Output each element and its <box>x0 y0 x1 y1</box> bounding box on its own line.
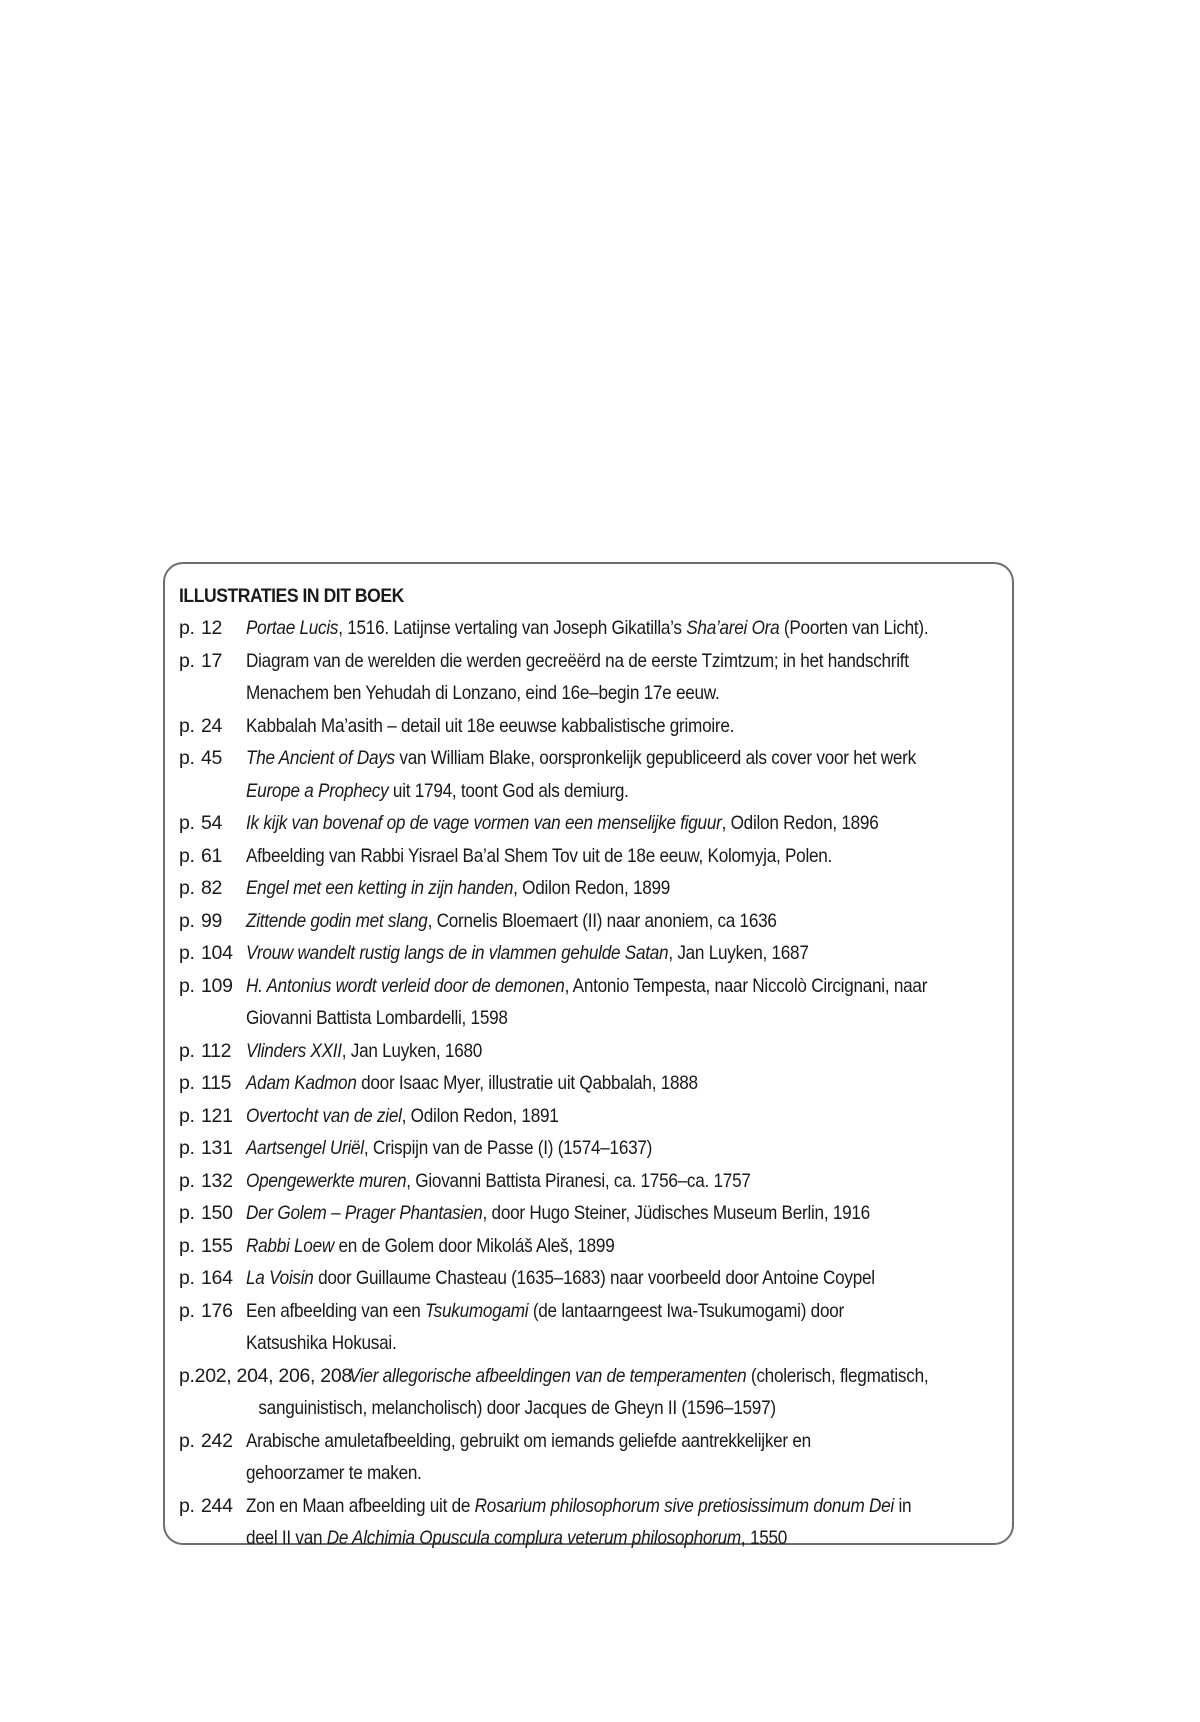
text-run: en de Golem door Mikoláš Aleš, 1899 <box>334 1234 615 1257</box>
title-italic: Europe a Prophecy <box>246 779 389 802</box>
page-reference <box>179 1100 246 1133</box>
page-reference <box>179 1132 246 1165</box>
illustrations-box <box>163 562 1014 1549</box>
section-heading: ILLUSTRATIES IN DIT BOEK <box>179 585 404 607</box>
entry-description <box>246 1165 906 1198</box>
page-prefix: p. <box>179 1169 195 1192</box>
entry-description <box>246 645 909 710</box>
title-italic: Adam Kadmon <box>246 1072 357 1094</box>
page-prefix: p. <box>179 1072 195 1094</box>
page-prefix: p.202, 204, 206, 208 <box>179 1364 352 1387</box>
page-reference <box>179 807 246 840</box>
entry-description <box>246 1295 906 1360</box>
entry-description <box>246 612 928 645</box>
page-number: 104 <box>201 942 233 964</box>
page-prefix: p. <box>179 1202 195 1224</box>
text-run: , 1550 <box>740 1527 788 1549</box>
description-line <box>246 1067 906 1100</box>
entry-description <box>246 970 927 1035</box>
title-italic: Rosarium philosophorum sive pretiosissimum donum Dei <box>474 1494 894 1517</box>
description-line <box>246 840 906 873</box>
description-line <box>246 645 909 678</box>
description-line <box>246 612 928 645</box>
title-italic: Engel met een ketting in zijn handen <box>246 877 514 899</box>
entry-description <box>246 742 916 807</box>
entry-description <box>246 1067 906 1100</box>
description-line <box>246 807 906 840</box>
title-italic: Opengewerkte muren <box>246 1169 407 1192</box>
description-line <box>246 1262 906 1295</box>
text-run: , Jan Luyken, 1680 <box>341 1039 483 1062</box>
list-item <box>179 1035 996 1068</box>
text-run: , Odilon Redon, 1891 <box>401 1104 559 1127</box>
page-reference <box>179 1067 246 1100</box>
description-line <box>246 1197 906 1230</box>
page-number: 82 <box>201 877 223 899</box>
list-item <box>179 1197 996 1230</box>
title-italic: Der Golem – Prager Phantasien <box>246 1202 483 1224</box>
page-reference <box>179 1165 246 1198</box>
list-item <box>179 1165 996 1198</box>
text-run: , Odilon Redon, 1896 <box>721 812 879 834</box>
entry-description <box>246 710 906 743</box>
description-line <box>246 1522 911 1555</box>
text-run: in <box>893 1494 912 1517</box>
title-italic: Aartsengel Uriël <box>246 1137 364 1159</box>
text-run: , Crispijn van de Passe (I) (1574–1637) <box>363 1137 653 1159</box>
title-italic: Tsukumogami <box>425 1299 529 1322</box>
page-reference <box>179 1490 246 1555</box>
description-line <box>246 1490 911 1523</box>
description-line <box>246 872 906 905</box>
list-item <box>179 1230 996 1263</box>
description-line <box>246 775 916 808</box>
page-prefix: p. <box>179 1104 195 1127</box>
page-number: 45 <box>201 747 223 769</box>
entry-description <box>246 1132 906 1165</box>
page-reference <box>179 612 246 645</box>
page-reference <box>179 840 246 873</box>
page-number: 131 <box>201 1137 233 1159</box>
description-line <box>246 742 916 775</box>
page-prefix: p. <box>179 649 195 672</box>
page-prefix: p. <box>179 877 195 899</box>
list-item <box>179 970 996 1035</box>
description-line <box>246 1295 906 1328</box>
page-number: 244 <box>201 1494 233 1517</box>
text-run: sanguinistisch, melancholisch) door Jacques de Gheyn II (1596–1597) <box>258 1397 776 1419</box>
text-run: Katsushika Hokusai. <box>246 1332 397 1354</box>
description-line <box>246 1100 906 1133</box>
list-item <box>179 1425 996 1490</box>
page-prefix: p. <box>179 974 195 997</box>
text-run: (de lantaarngeest Iwa-Tsukumogami) door <box>528 1299 844 1322</box>
entry-description <box>246 1490 911 1555</box>
text-run: , Giovanni Battista Piranesi, ca. 1756–ca. 1757 <box>406 1169 751 1192</box>
title-italic: Vlinders XXII <box>246 1039 342 1062</box>
page-prefix: p. <box>179 1494 195 1517</box>
text-run: , 1516. Latijnse vertaling van Joseph Gikatilla’s <box>338 617 687 639</box>
description-line <box>246 710 906 743</box>
illustrations-list <box>179 612 996 1555</box>
page-prefix: p. <box>179 1429 195 1452</box>
text-run: uit 1794, toont God als demiurg. <box>388 779 629 802</box>
list-item <box>179 872 996 905</box>
page-number: 155 <box>201 1234 233 1257</box>
description-line <box>246 1035 906 1068</box>
text-run: Kabbalah Ma’asith – detail uit 18e eeuwse kabbalistische grimoire. <box>246 714 735 737</box>
text-run: Afbeelding van Rabbi Yisrael Ba’al Shem Tov uit de 18e eeuw, Kolomyja, Polen. <box>246 844 833 867</box>
title-italic: Vier allegorische afbeeldingen van de temperamenten <box>349 1364 747 1387</box>
page-reference <box>179 710 246 743</box>
page-reference <box>179 970 246 1035</box>
page-reference <box>179 645 246 710</box>
list-item <box>179 1295 996 1360</box>
page-number: 176 <box>201 1299 233 1322</box>
page-number: 112 <box>201 1039 232 1062</box>
description-line <box>246 1327 906 1360</box>
title-italic: Sha’arei Ora <box>686 617 780 639</box>
description-line <box>258 1392 928 1425</box>
page-number: 132 <box>201 1169 233 1192</box>
page-prefix: p. <box>179 1234 195 1257</box>
text-run: , Cornelis Bloemaert (II) naar anoniem, ca 1636 <box>427 909 777 932</box>
page-prefix: p. <box>179 812 195 834</box>
description-line <box>246 1230 906 1263</box>
page-number: 17 <box>201 649 223 672</box>
entry-description <box>246 840 906 873</box>
title-italic: H. Antonius wordt verleid door de demonen <box>246 974 565 997</box>
page-reference <box>179 872 246 905</box>
page-number: 24 <box>201 714 223 737</box>
description-line <box>246 677 909 710</box>
text-run: gehoorzamer te maken. <box>246 1462 422 1484</box>
text-run: , Antonio Tempesta, naar Niccolò Circignani, naar <box>564 974 928 997</box>
list-item <box>179 807 996 840</box>
page-prefix: p. <box>179 1137 195 1159</box>
title-italic: De Alchimia Opuscula complura veterum philosophorum <box>326 1527 741 1549</box>
text-run: door Guillaume Chasteau (1635–1683) naar voorbeeld door Antoine Coypel <box>313 1267 875 1289</box>
page-prefix: p. <box>179 844 195 867</box>
page-prefix: p. <box>179 1299 195 1322</box>
page-prefix: p. <box>179 747 195 769</box>
description-line <box>246 937 906 970</box>
description-line <box>246 905 906 938</box>
description-line <box>349 1360 928 1393</box>
list-item <box>179 840 996 873</box>
page-prefix: p. <box>179 942 195 964</box>
list-item <box>179 937 996 970</box>
description-line <box>246 1165 906 1198</box>
page-reference <box>179 937 246 970</box>
text-run: (cholerisch, flegmatisch, <box>746 1364 929 1387</box>
description-line <box>246 970 927 1003</box>
entry-description <box>246 1100 906 1133</box>
entry-description <box>246 807 906 840</box>
page-prefix: p. <box>179 1039 195 1062</box>
page-reference <box>179 905 246 938</box>
list-item <box>179 612 996 645</box>
text-run: Een afbeelding van een <box>246 1299 426 1322</box>
list-item <box>179 1490 996 1555</box>
entry-description <box>246 937 906 970</box>
page-number: 12 <box>201 617 223 639</box>
page-prefix: p. <box>179 1267 195 1289</box>
text-run: Giovanni Battista Lombardelli, 1598 <box>246 1007 508 1029</box>
list-item <box>179 645 996 710</box>
entry-description <box>246 872 906 905</box>
list-item <box>179 742 996 807</box>
page-number: 109 <box>201 974 233 997</box>
title-italic: Vrouw wandelt rustig langs de in vlammen gehulde Satan <box>246 942 669 964</box>
page-reference <box>179 1230 246 1263</box>
page-number: 61 <box>201 844 223 867</box>
text-run: van William Blake, oorspronkelijk gepubliceerd als cover voor het werk <box>394 747 916 769</box>
title-italic: La Voisin <box>246 1267 314 1289</box>
list-item <box>179 1100 996 1133</box>
page-reference <box>179 1262 246 1295</box>
page-reference <box>179 1295 246 1360</box>
description-line <box>246 1457 906 1490</box>
page-reference <box>179 1035 246 1068</box>
text-run: , door Hugo Steiner, Jüdisches Museum Berlin, 1916 <box>482 1202 870 1224</box>
description-line <box>246 1002 927 1035</box>
title-italic: The Ancient of Days <box>246 747 395 769</box>
list-item <box>179 1132 996 1165</box>
text-run: deel II van <box>246 1527 327 1549</box>
text-run: Arabische amuletafbeelding, gebruikt om iemands geliefde aantrekkelijker en <box>246 1429 811 1452</box>
page-prefix: p. <box>179 714 195 737</box>
page-number: 121 <box>201 1104 233 1127</box>
page-reference <box>179 742 246 807</box>
text-run: , Jan Luyken, 1687 <box>668 942 809 964</box>
text-run: Zon en Maan afbeelding uit de <box>246 1494 475 1517</box>
list-item <box>179 1262 996 1295</box>
title-italic: Portae Lucis <box>246 617 339 639</box>
title-italic: Zittende godin met slang <box>246 909 428 932</box>
entry-description <box>246 1035 906 1068</box>
entry-description <box>246 905 906 938</box>
page-number: 54 <box>201 812 223 834</box>
text-run: , Odilon Redon, 1899 <box>513 877 671 899</box>
list-item <box>179 1360 996 1425</box>
page-number: 164 <box>201 1267 233 1289</box>
page-prefix: p. <box>179 909 195 932</box>
entry-description <box>246 1230 906 1263</box>
entry-description <box>246 1262 906 1295</box>
page-reference <box>179 1197 246 1230</box>
page-number: 242 <box>201 1429 233 1452</box>
text-run: (Poorten van Licht). <box>779 617 929 639</box>
page-number: 115 <box>201 1072 232 1094</box>
text-run: door Isaac Myer, illustratie uit Qabbalah, 1888 <box>356 1072 698 1094</box>
title-italic: Overtocht van de ziel <box>246 1104 402 1127</box>
page-reference <box>179 1425 246 1490</box>
page-number: 150 <box>201 1202 233 1224</box>
list-item <box>179 905 996 938</box>
list-item <box>179 710 996 743</box>
description-line <box>246 1425 906 1458</box>
list-item <box>179 1067 996 1100</box>
entry-description <box>246 1425 906 1490</box>
page-prefix: p. <box>179 617 195 639</box>
entry-description <box>246 1197 906 1230</box>
title-italic: Ik kijk van bovenaf op de vage vormen van een menselijke figuur <box>246 812 722 834</box>
description-line <box>246 1132 906 1165</box>
text-run: Menachem ben Yehudah di Lonzano, eind 16e–begin 17e eeuw. <box>246 682 720 704</box>
page-number: 99 <box>201 909 223 932</box>
title-italic: Rabbi Loew <box>246 1234 334 1257</box>
text-run: Diagram van de werelden die werden gecreëërd na de eerste Tzimtzum; in het handschrift <box>246 649 909 672</box>
